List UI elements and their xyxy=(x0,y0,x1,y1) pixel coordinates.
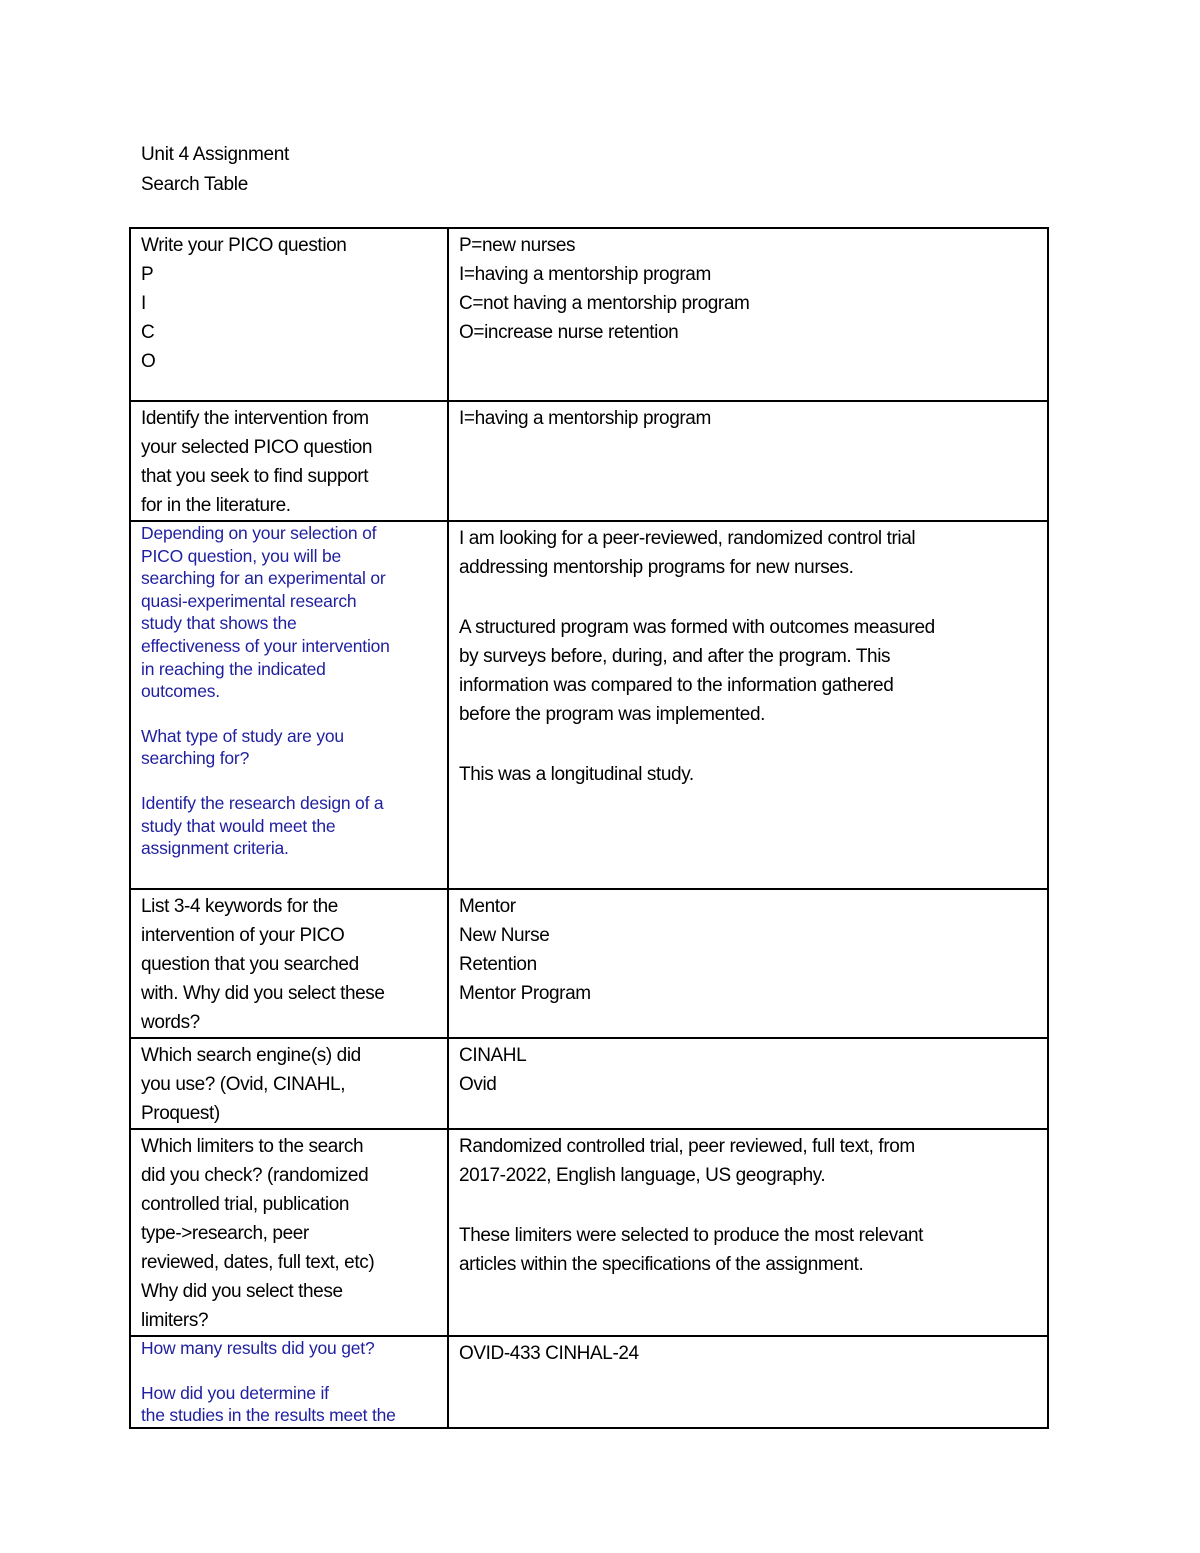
cell-paragraph: What type of study are you searching for? xyxy=(141,725,344,769)
cell-paragraph: This was a longitudinal study. xyxy=(459,764,694,785)
table-row xyxy=(130,1129,1048,1336)
search-table xyxy=(129,227,1049,1429)
cell-paragraph: Depending on your selection of PICO question, you will be searching for an experimental or quasi-experimental research study that shows the effectiveness of your intervention in reaching the indicated outcomes. xyxy=(141,523,390,702)
cell-paragraph: OVID-433 CINHAL-24 xyxy=(459,1343,639,1364)
cell-paragraph: List 3-4 keywords for the intervention of your PICO question that you searched with. Why did you select these words? xyxy=(141,896,385,1033)
table-row xyxy=(130,1038,1048,1129)
cell-paragraph: Randomized controlled trial, peer reviewed, full text, from 2017-2022, English language, US geography. xyxy=(459,1136,915,1186)
cell-paragraph: These limiters were selected to produce the most relevant articles within the specifications of the assignment. xyxy=(459,1225,924,1275)
answer-cell xyxy=(448,228,1048,401)
prompt-cell xyxy=(130,889,448,1038)
table-row xyxy=(130,228,1048,401)
prompt-cell xyxy=(130,521,448,889)
cell-paragraph: I am looking for a peer-reviewed, randomized control trial addressing mentorship programs for new nurses. xyxy=(459,528,916,578)
answer-cell xyxy=(448,889,1048,1038)
answer-cell xyxy=(448,401,1048,521)
table-row xyxy=(130,401,1048,521)
cell-paragraph: Which search engine(s) did you use? (Ovid, CINAHL, Proquest) xyxy=(141,1045,361,1124)
table-row xyxy=(130,889,1048,1038)
answer-cell xyxy=(448,1336,1048,1428)
answer-cell xyxy=(448,521,1048,889)
cell-paragraph: CINAHL Ovid xyxy=(459,1045,527,1095)
cell-paragraph: How many results did you get? xyxy=(141,1338,375,1358)
cell-paragraph: Identify the research design of a study that would meet the assignment criteria. xyxy=(141,792,384,859)
document-subtitle: Search Table xyxy=(141,174,248,195)
cell-paragraph: Mentor New Nurse Retention Mentor Program xyxy=(459,896,591,1004)
cell-paragraph: Identify the intervention from your selected PICO question that you seek to find support for in the literature. xyxy=(141,408,373,516)
answer-cell xyxy=(448,1038,1048,1129)
prompt-cell xyxy=(130,1336,448,1428)
cell-paragraph: How did you determine if the studies in the results meet the xyxy=(141,1382,396,1426)
cell-paragraph: Write your PICO question P I C O xyxy=(141,235,347,372)
prompt-cell xyxy=(130,1038,448,1129)
cell-paragraph: I=having a mentorship program xyxy=(459,408,711,429)
table-row xyxy=(130,1336,1048,1428)
prompt-cell xyxy=(130,1129,448,1336)
document-title: Unit 4 Assignment xyxy=(141,144,290,165)
cell-paragraph: Which limiters to the search did you check? (randomized controlled trial, publication type->research, peer reviewed, dates, full text, etc) Why did you select these limiters? xyxy=(141,1136,375,1331)
cell-paragraph: P=new nurses I=having a mentorship program C=not having a mentorship program O=increase nurse retention xyxy=(459,235,750,343)
answer-cell xyxy=(448,1129,1048,1336)
cell-paragraph: A structured program was formed with outcomes measured by surveys before, during, and after the program. This information was compared to the information gathered before the program was implemented. xyxy=(459,617,935,725)
prompt-cell xyxy=(130,401,448,521)
table-row xyxy=(130,521,1048,889)
prompt-cell xyxy=(130,228,448,401)
